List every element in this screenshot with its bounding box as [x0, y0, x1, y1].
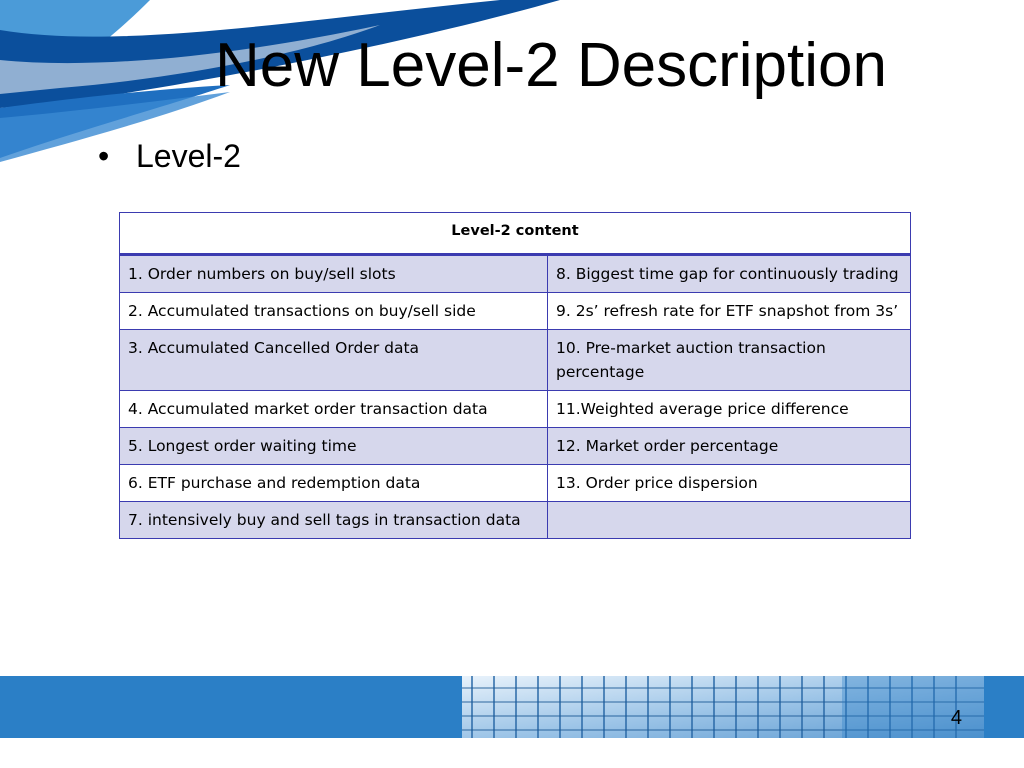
table-header-row — [120, 213, 911, 255]
table-row — [120, 293, 911, 330]
table-row — [120, 330, 911, 391]
table-cell: 8. Biggest time gap for continuously trading — [548, 255, 911, 293]
bullet-item — [98, 136, 241, 176]
page-number: 4 — [950, 707, 962, 729]
table-cell: 12. Market order percentage — [548, 428, 911, 465]
table-cell: 11.Weighted average price difference — [548, 391, 911, 428]
table-row — [120, 502, 911, 539]
bullet-point-icon: • — [98, 138, 110, 174]
table-cell: 6. ETF purchase and redemption data — [120, 465, 548, 502]
table-header-cell: Level-2 content — [120, 213, 911, 255]
bullet-text: Level-2 — [136, 138, 241, 174]
table-cell: 3. Accumulated Cancelled Order data — [120, 330, 548, 391]
table-cell: 10. Pre-market auction transaction percentage — [548, 330, 911, 391]
building-photo-graphic — [462, 676, 984, 738]
table-cell — [548, 502, 911, 539]
table-row — [120, 465, 911, 502]
table-row — [120, 428, 911, 465]
slide-title: New Level-2 Description — [215, 31, 887, 100]
table-row — [120, 391, 911, 428]
table-cell: 2. Accumulated transactions on buy/sell side — [120, 293, 548, 330]
table-cell: 13. Order price dispersion — [548, 465, 911, 502]
table-cell: 4. Accumulated market order transaction data — [120, 391, 548, 428]
table-cell: 9. 2s’ refresh rate for ETF snapshot from 3s’ — [548, 293, 911, 330]
table-cell: 7. intensively buy and sell tags in transaction data — [120, 502, 548, 539]
level2-content-table — [119, 212, 911, 539]
table-cell: 1. Order numbers on buy/sell slots — [120, 255, 548, 293]
table-row — [120, 255, 911, 293]
table-cell: 5. Longest order waiting time — [120, 428, 548, 465]
